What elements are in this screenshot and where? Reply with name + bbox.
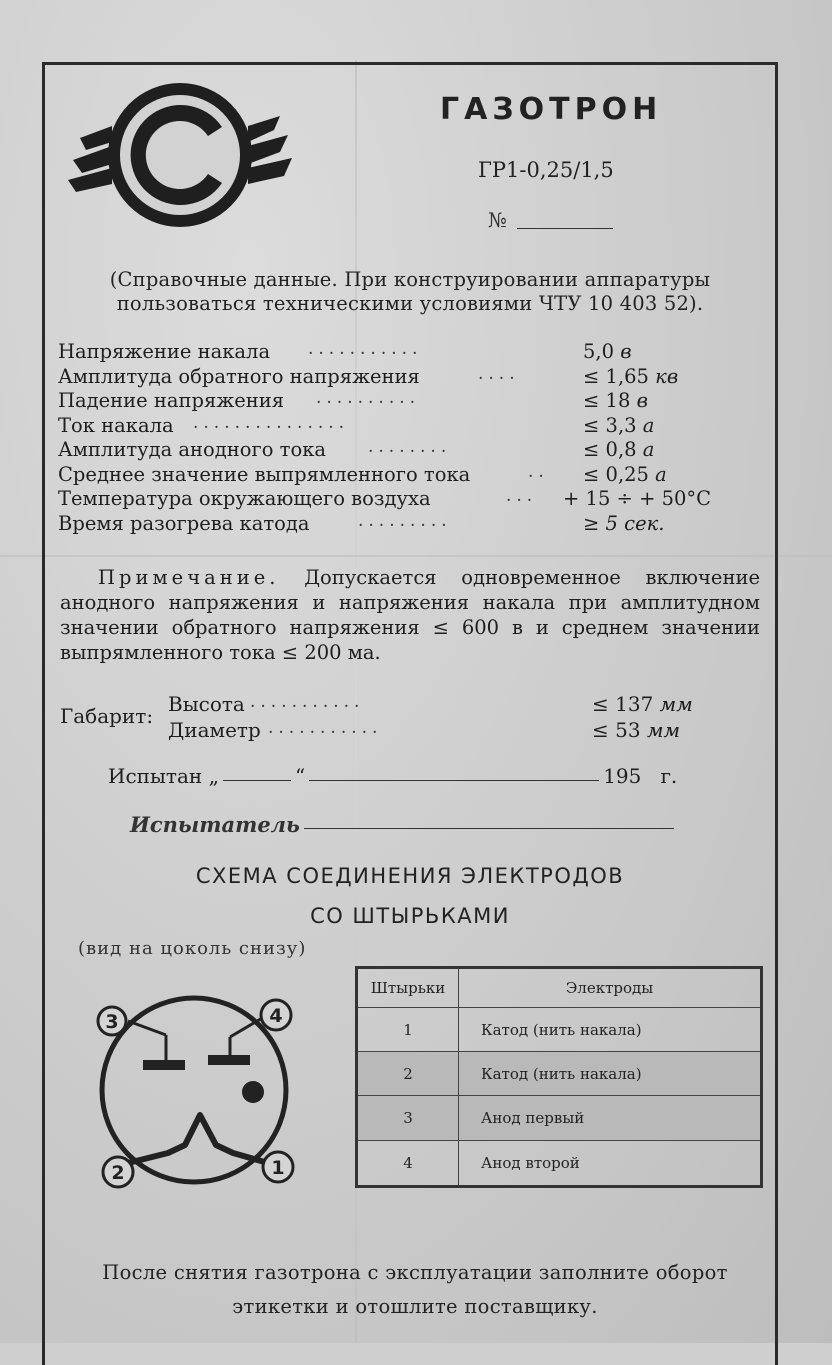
tested-field — [108, 764, 677, 788]
tester-blank-line — [304, 828, 674, 829]
table-row — [357, 1140, 762, 1186]
svg-text:4: 4 — [269, 1005, 283, 1027]
open-quote: „ — [208, 764, 219, 788]
tester-field — [130, 812, 674, 837]
header-electrodes: Электроды — [459, 968, 762, 1008]
spec-row — [58, 340, 778, 365]
tester-label: Испытатель — [130, 812, 300, 837]
leader-dots: ............... — [193, 412, 350, 433]
leader-dots: ......... — [358, 510, 452, 531]
footer-line1: После снятия газотрона с эксплуатации заполните оборот — [102, 1261, 728, 1284]
pin-label-3 — [98, 1007, 126, 1035]
leader-dots: .......... — [316, 388, 421, 408]
note-paragraph — [60, 565, 760, 665]
height-label: Высота — [168, 692, 245, 716]
leader-dots: .. — [528, 461, 549, 482]
diameter-row — [168, 718, 728, 744]
electrode-cell: Катод (нить накала) — [459, 1008, 762, 1052]
svg-text:2: 2 — [111, 1162, 125, 1184]
leader-dots: .... — [478, 363, 520, 384]
document-title: ГАЗОТРОН — [440, 92, 663, 127]
pin-electrode-table — [355, 966, 763, 1188]
leader-dots: ... — [506, 486, 538, 506]
electrode-cell: Катод (нить накала) — [459, 1052, 762, 1096]
header-pins: Штырьки — [357, 968, 459, 1008]
spec-value: ≤ 0,25 а — [583, 462, 667, 486]
height-value: ≤ 137 мм — [592, 692, 693, 716]
pin-cell: 1 — [357, 1008, 459, 1052]
month-blank-line — [309, 780, 599, 781]
manufacturer-logo — [68, 80, 293, 230]
pin-label-1 — [263, 1152, 293, 1182]
day-blank-line — [223, 780, 291, 781]
electrode-cell: Анод второй — [459, 1140, 762, 1186]
spec-value: ≥ 5 сек. — [583, 511, 665, 535]
reference-note: (Справочные данные. При конструировании аппаратуры пользоваться техническими условиями ЧТУ 10 403 52). — [109, 268, 711, 315]
pin-cell: 4 — [357, 1140, 459, 1186]
spec-row — [58, 438, 778, 463]
spec-value: + 15 ÷ + 50°C — [563, 487, 712, 510]
spec-label: Амплитуда обратного напряжения — [58, 364, 420, 388]
svg-text:1: 1 — [271, 1157, 285, 1179]
spec-value: ≤ 18 в — [583, 389, 648, 412]
model-number: ГР1-0,25/1,5 — [478, 158, 614, 182]
spec-row — [58, 487, 778, 512]
number-label: № — [488, 208, 507, 232]
specifications-list — [58, 340, 778, 536]
spec-label: Напряжение накала — [58, 340, 271, 363]
pin-label-2 — [103, 1157, 133, 1187]
pinout-diagram — [88, 995, 303, 1195]
table-header-row — [357, 968, 762, 1008]
leader-dots: ........... — [308, 339, 423, 359]
spec-label: Среднее значение выпрямленного тока — [58, 462, 471, 486]
footer-instruction — [50, 1256, 780, 1324]
spec-row — [58, 414, 778, 439]
spec-row — [58, 512, 778, 537]
close-quote: “ — [294, 764, 306, 788]
spec-label: Амплитуда анодного тока — [58, 438, 327, 461]
spec-label: Время разогрева катода — [58, 511, 310, 535]
electrode-cell: Анод первый — [459, 1096, 762, 1140]
spec-row — [58, 365, 778, 390]
dimensions-label: Габарит: — [60, 704, 154, 728]
note-heading: Примечание. — [98, 566, 280, 589]
spec-label: Падение напряжения — [58, 389, 285, 412]
spec-row — [58, 463, 778, 488]
pin-label-4 — [261, 1000, 291, 1030]
svg-text:3: 3 — [105, 1011, 119, 1033]
leader-dots: ........... — [268, 718, 383, 738]
year-suffix: г. — [660, 764, 678, 788]
spec-row — [58, 389, 778, 414]
scheme-title-line1: СХЕМА СОЕДИНЕНИЯ ЭЛЕКТРОДОВ — [195, 864, 625, 888]
spec-value: ≤ 3,3 а — [583, 413, 655, 437]
pin-cell: 2 — [357, 1052, 459, 1096]
spec-label: Температура окружающего воздуха — [58, 487, 431, 510]
spec-label: Ток накала — [58, 413, 174, 437]
pin-cell: 3 — [357, 1096, 459, 1140]
scheme-title — [120, 856, 700, 936]
table-row — [357, 1008, 762, 1052]
note-text: Допускается одновременное включение анодного напряжения и напряжения накала при амплитудном значении обратного напряжения ≤ 600 в и среднем значении выпрямленного тока ≤ 200 ма. — [60, 566, 760, 664]
serial-number-field — [488, 208, 613, 232]
tested-label: Испытан — [108, 764, 203, 788]
year-prefix: 195 — [603, 764, 642, 788]
leader-dots: ........ — [368, 437, 452, 457]
view-note: (вид на цоколь снизу) — [78, 938, 307, 959]
footer-line2: этикетки и отошлите поставщику. — [232, 1295, 598, 1318]
scheme-title-line2: СО ШТЫРЬКАМИ — [310, 904, 510, 928]
height-row — [168, 692, 728, 718]
spec-value: ≤ 1,65 кв — [583, 364, 679, 388]
table-row — [357, 1052, 762, 1096]
diameter-value: ≤ 53 мм — [592, 718, 681, 742]
table-row — [357, 1096, 762, 1140]
spec-value: ≤ 0,8 а — [583, 438, 655, 461]
number-blank-line — [517, 228, 613, 229]
leader-dots: ........... — [250, 692, 365, 712]
spec-value: 5,0 в — [583, 340, 632, 363]
diameter-label: Диаметр — [168, 718, 261, 742]
